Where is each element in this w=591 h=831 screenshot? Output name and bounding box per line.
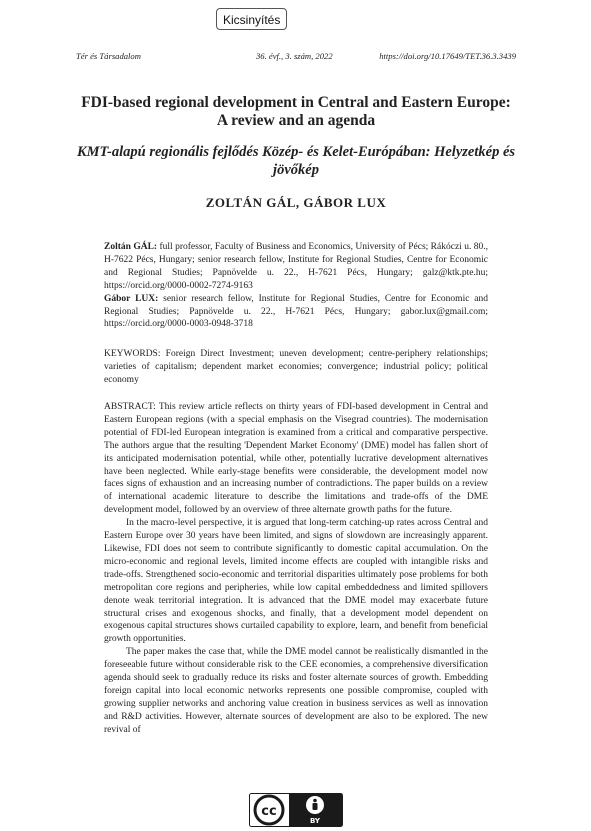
- abstract: [104, 401, 488, 737]
- author-name: Gábor LUX:: [104, 293, 159, 304]
- zoom-out-button[interactable]: Kicsinyítés: [216, 8, 287, 30]
- abstract-paragraph: In the macro-level perspective, it is argued that long-term catching-up rates across Central and Eastern Europe over 30 years have been limited, and signs of slowdown are increasingly apparent. Likewise, FDI does not seem to contribute significantly to domestic capital accumulation. On the micro-economic and regional levels, limited income effects are coupled with intangible risks and trade-offs. Strengthened socio-economic and territorial disparities ultimately pose problems for both metropolitan core regions and peripheries, while low capital embeddedness and limited spillovers denote weak territorial integration. It is advanced that the DME model may exacerbate future structural crises and exogenous shocks, and finally, that a development model dependent on exogenous capital structures shows curtailed capability to explore, learn, and benefit from beneficial growth opportunities.: [104, 518, 488, 645]
- journal-name: Tér és Társadalom: [76, 51, 141, 61]
- article-subtitle: KMT-alapú regionális fejlődés Közép- és Kelet-Európában: Helyzetkép és jövőkép: [76, 144, 516, 178]
- cc-label: cc: [261, 804, 277, 819]
- author-affiliations: [104, 241, 488, 331]
- cc-by-license-icon: [249, 793, 343, 827]
- by-label: BY: [309, 817, 321, 825]
- affiliation-text: full professor, Faculty of Business and Economics, University of Pécs; Rákóczi u. 80., H-7622 Pécs, Hungary; senior research fellow, Institute for Regional Studies, Centre for Economic and Regional Studies; Papnövelde u. 22., H-7621 Pécs, Hungary; galz@ktk.pte.hu; https://orcid.org/0000-0002-7274-9163: [104, 242, 488, 291]
- abstract-paragraph: The paper makes the case that, while the DME model cannot be realistically dismantled in the foreseeable future without considerable risk to the CEE economies, a comprehensive diversification agenda should seek to gradually reduce its risks and foster alternate sources of growth. Embedding foreign capital into local economic networks represents one possible compromise, coupled with growing supplier networks and anchoring value creation in business services as well as innovation and R&D activities. However, alternate sources of development are also to be explored. The new revival of: [104, 647, 488, 735]
- article-authors: ZOLTÁN GÁL, GÁBOR LUX: [205, 195, 387, 210]
- keywords: KEYWORDS: Foreign Direct Investment; uneven development; centre-periphery relationships; varieties of capitalism; dependent market economies; convergence; industrial policy; political economy: [104, 349, 488, 385]
- affiliation-entry: [104, 241, 488, 293]
- doi-link[interactable]: https://doi.org/10.17649/TET.36.3.3439: [379, 51, 516, 61]
- affiliation-entry: [104, 293, 488, 332]
- article-title: FDI-based regional development in Central and Eastern Europe: A review and an agenda: [81, 94, 511, 129]
- running-head: [76, 51, 516, 65]
- abstract-paragraph: ABSTRACT: This review article reflects on thirty years of FDI-based development in Central and Eastern European regions (with a special emphasis on the Visegrad countries). The modernisation potential of FDI-led European integration is examined from a critical and comparative perspective. The authors argue that the resulting 'Dependent Market Economy' (DME) model has fallen short of its anticipated modernisation potential, while other, potentially lucrative development alternatives have been neglected. While early-stage benefits were considerable, the development model now faces signs of exhaustion and an increasing number of contradictions. The paper builds on a review of international academic literature to describe the limitations and trade-offs of the DME development model, followed by an overview of three alternate growth paths for the future.: [104, 402, 488, 516]
- affiliation-text: senior research fellow, Institute for Regional Studies, Centre for Economic and Regional Studies; Papnövelde u. 22., H-7621 Pécs, Hungary; gabor.lux@gmail.com; https://orcid.org/0000-0003-0948-3718: [104, 293, 488, 330]
- issue-info: 36. évf., 3. szám, 2022: [256, 51, 333, 61]
- author-name: Zoltán GÁL:: [104, 242, 158, 252]
